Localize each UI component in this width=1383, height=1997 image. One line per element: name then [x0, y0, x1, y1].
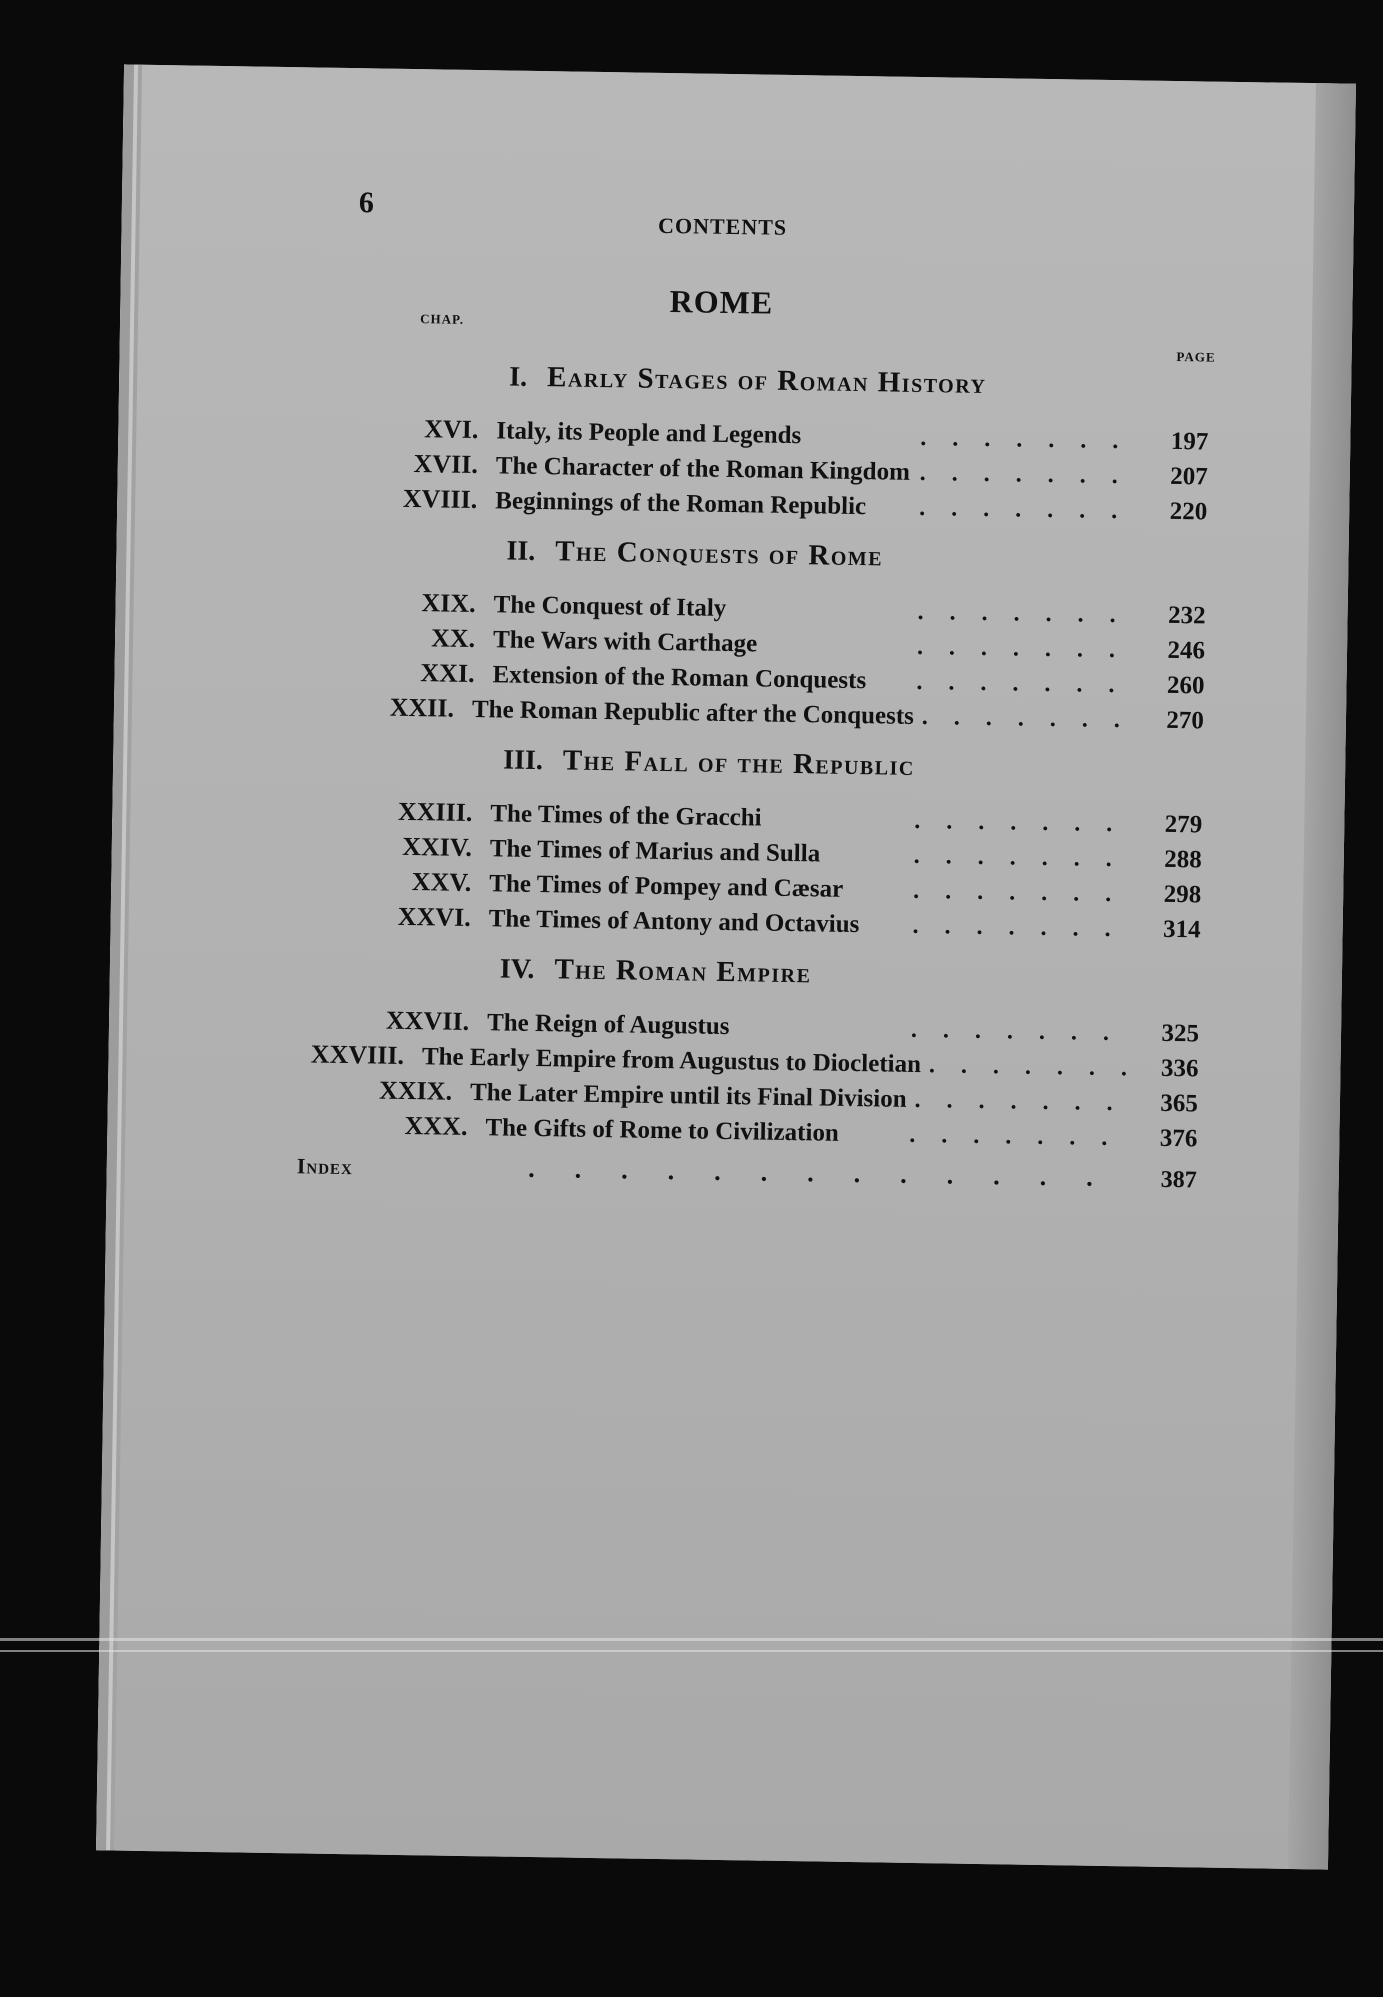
chapter-number: XVI. — [424, 414, 479, 445]
page-ref: 279 — [1164, 810, 1203, 839]
scan-artifact-line — [0, 1650, 1383, 1652]
leader-dots: ....... — [909, 1121, 1134, 1152]
chapter-number: XXII. — [389, 692, 455, 723]
chapter-number: XXIII. — [397, 796, 473, 827]
part-title: The Roman Empire — [554, 953, 812, 990]
chapter-title: The Conquest of Italy — [493, 591, 727, 622]
chapter-number: XXX. — [404, 1110, 468, 1141]
chapter-number: XVIII. — [402, 483, 478, 515]
part-number: IV. — [499, 953, 535, 985]
leader-dots: ....... — [910, 1016, 1136, 1047]
part-heading — [500, 952, 1200, 996]
chapter-title: The Reign of Augustus — [486, 1009, 730, 1041]
chapter-title: The Times of Pompey and Cæsar — [489, 870, 844, 903]
index-title: Index — [296, 1153, 354, 1180]
leader-dots: ....... — [917, 598, 1142, 629]
page-ref: 365 — [1160, 1089, 1199, 1118]
part-title: The Conquests of Rome — [555, 535, 884, 573]
page-ref: 387 — [1160, 1166, 1197, 1194]
chapter-title: The Roman Republic after the Conquests — [471, 695, 915, 730]
page-ref: 325 — [1161, 1019, 1200, 1048]
chapter-number: XX. — [430, 623, 476, 654]
leader-dots: ....... — [920, 424, 1145, 455]
chapter-number: XXIV. — [402, 831, 473, 862]
page-ref: 314 — [1162, 915, 1201, 944]
chapter-title: The Wars with Carthage — [492, 626, 758, 658]
leader-dots: ....... — [914, 1086, 1139, 1117]
page-ref: 270 — [1166, 706, 1205, 735]
part-title: Early Stages of Roman History — [546, 361, 987, 401]
page-ref: 197 — [1170, 427, 1209, 456]
leader-dots: ....... — [921, 704, 1147, 734]
page-ref: 288 — [1164, 845, 1202, 874]
chapter-number: XIX. — [421, 588, 476, 619]
page-ref: 207 — [1170, 462, 1208, 491]
part-number: I. — [508, 361, 528, 393]
part-heading — [509, 361, 1209, 405]
page-ref: 220 — [1169, 497, 1208, 526]
chapter-number: XXVI. — [397, 901, 471, 932]
leader-dots: ....... — [928, 1052, 1154, 1082]
page-ref: 260 — [1166, 671, 1205, 700]
page-ref: 298 — [1163, 880, 1202, 909]
chapter-title: Beginnings of the Roman Republic — [495, 487, 867, 521]
leader-dots: ....... — [919, 494, 1144, 525]
chapter-number: XXI. — [420, 658, 475, 689]
chapter-title: The Gifts of Rome to Civilization — [485, 1114, 840, 1147]
page-ref: 336 — [1160, 1054, 1199, 1083]
leader-dots: ....... — [916, 633, 1142, 664]
part-title: The Fall of the Republic — [562, 744, 916, 782]
chapter-number: XXIX. — [378, 1075, 453, 1106]
part-number: III. — [502, 744, 544, 777]
section-title: ROME — [669, 283, 774, 321]
index-entry — [276, 1150, 1197, 1204]
leader-dots: ....... — [916, 668, 1141, 699]
leader-dots: ............. — [528, 1153, 1133, 1193]
page-column-label: PAGE — [1176, 349, 1216, 365]
chapter-number: XVII. — [413, 449, 479, 480]
chapter-title: The Times of Antony and Octavius — [488, 905, 860, 939]
part-heading — [503, 743, 1203, 787]
leader-dots: ....... — [912, 912, 1137, 943]
page-number: 6 — [358, 186, 375, 220]
page-edge — [1288, 83, 1356, 1869]
chapter-title: Extension of the Roman Conquests — [492, 661, 867, 695]
part-heading — [506, 535, 1206, 579]
chapter-title: Italy, its People and Legends — [496, 417, 802, 450]
running-head: CONTENTS — [657, 212, 788, 240]
page-ref: 246 — [1167, 636, 1206, 665]
part-number: II. — [506, 535, 536, 567]
chapter-title: The Later Empire until its Final Division — [469, 1078, 907, 1113]
leader-dots: ....... — [913, 877, 1138, 908]
chapter-number: XXVIII. — [310, 1039, 405, 1070]
scanned-page — [96, 64, 1356, 1869]
leader-dots: ....... — [919, 459, 1144, 490]
chapter-title: The Early Empire from Augustus to Diocletian — [421, 1043, 922, 1079]
scan-artifact-line — [0, 1638, 1383, 1641]
chapter-title: The Times of Marius and Sulla — [489, 835, 821, 868]
chap-column-label: CHAP. — [420, 311, 465, 327]
leader-dots: ....... — [914, 807, 1139, 838]
chapter-title: The Times of the Gracchi — [490, 800, 762, 832]
table-of-contents — [276, 343, 1209, 1204]
page-ref: 232 — [1167, 601, 1206, 630]
page-ref: 376 — [1159, 1124, 1198, 1153]
chapter-number: XXV. — [411, 867, 472, 897]
chapter-title: The Character of the Roman Kingdom — [495, 452, 911, 486]
leader-dots: ....... — [913, 842, 1138, 873]
chapter-number: XXVII. — [385, 1005, 470, 1036]
